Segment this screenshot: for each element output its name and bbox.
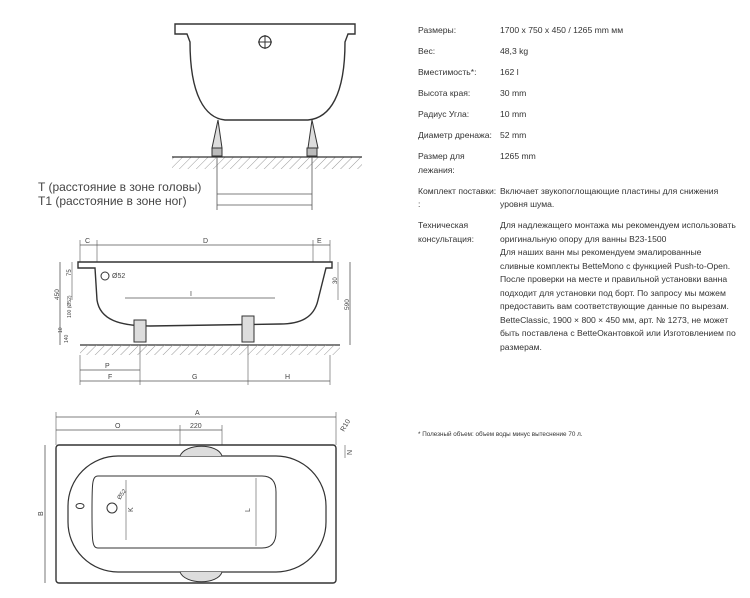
spec-key: Радиус Угла: [418, 109, 470, 119]
footnote: * Полезный объем: объем воды минус вытеснение 70 л. [418, 431, 583, 438]
spec-key: Высота края: [418, 88, 471, 98]
spec-value: 52 mm [500, 130, 527, 140]
dim-140: 140 [64, 334, 70, 343]
label-p: P [105, 363, 110, 370]
spec-key: Техническая консультация: [418, 220, 474, 244]
label-220: 220 [190, 423, 202, 430]
label-d: D [203, 238, 209, 245]
spec-key: Диаметр дренажа: [418, 130, 492, 140]
overflow-top [76, 504, 84, 509]
spec-value: 48,3 kg [500, 46, 529, 56]
label-t1: T1 (расстояние в зоне ног) [38, 194, 187, 208]
spec-value: 30 mm [500, 88, 527, 98]
spec-row-delivery [418, 185, 738, 212]
floor-hatch-2 [80, 345, 340, 355]
foot-left [134, 320, 146, 342]
floor-hatch [172, 157, 362, 169]
spec-key: Вместимость*: [418, 67, 477, 77]
label-l: L [245, 508, 252, 512]
overflow-circle-side [101, 272, 109, 280]
label-d52-side: Ø52 [112, 273, 126, 280]
handle-top [180, 446, 222, 456]
cross-section-view [38, 24, 362, 210]
spec-row-corner-radius [418, 108, 738, 122]
spec-key: Вес: [418, 46, 436, 56]
support-leg-right [308, 120, 318, 148]
spec-value: Для надлежащего монтажа мы рекомендуем использовать оригинальную опору для ванны B23-1500 Для наших ванн мы рекомендуем эмалированные сливные комплекты BetteMono с функцией Push-to-Open. После проверки на месте и правильной установки ванна подходит для установки под борт. По запросу мы можем предоставить вам соответствующие данные по вырезам. BetteClassic, 1900 × 800 × 450 мм, арт. № 1273, не может быть поставлена с BetteОкантовкой или Изготовлением по размерам. [500, 220, 736, 352]
tub-inner-top [68, 456, 326, 572]
handle-bottom [180, 572, 222, 582]
label-n: N [347, 449, 354, 455]
label-d52-top: Ø52 [116, 488, 129, 502]
spec-row-lying-length [418, 150, 738, 177]
dim-75: 75 [67, 269, 73, 276]
spec-row-weight [418, 45, 738, 59]
label-r10: R10 [339, 418, 353, 433]
dim-100: 100 (Ø52) [67, 295, 73, 318]
spec-key: Размеры: [418, 25, 457, 35]
spec-value: Включает звукопоглощающие пластины для снижения уровня шума. [500, 185, 719, 209]
spec-table [418, 24, 738, 362]
dim-450: 450 [54, 289, 61, 300]
label-o: O [115, 423, 121, 430]
dim-30: 30 [333, 277, 339, 284]
spec-value: 1265 mm [500, 151, 536, 161]
longitudinal-section-view [54, 238, 351, 385]
label-a: A [195, 410, 200, 417]
support-leg-left [212, 120, 222, 148]
spec-value: 1700 x 750 x 450 / 1265 mm мм [500, 25, 624, 35]
spec-key: Размер для лежания: [418, 151, 465, 175]
spec-row-rim-height [418, 87, 738, 101]
spec-row-capacity [418, 66, 738, 80]
spec-row-consultation [418, 219, 738, 354]
spec-value: 162 l [500, 67, 519, 77]
spec-value: 10 mm [500, 109, 527, 119]
label-e: E [317, 238, 322, 245]
label-h: H [285, 374, 291, 381]
tub-profile [78, 262, 332, 326]
drain-circle [107, 503, 117, 513]
label-t: T (расстояние в зоне головы) [38, 180, 202, 194]
label-f: F [108, 374, 113, 381]
label-g: G [192, 374, 198, 381]
foot-right [242, 316, 254, 342]
spec-row-drain-diameter [418, 129, 738, 143]
spec-key: Комплект поставки: : [418, 185, 497, 209]
label-c: C [85, 238, 91, 245]
dim-10: 10 [58, 327, 64, 333]
label-i: I [190, 291, 192, 298]
top-view [38, 410, 354, 583]
spec-row-size [418, 24, 738, 38]
label-b: B [38, 511, 45, 516]
label-k: K [128, 507, 135, 512]
tub-outline-top [56, 445, 336, 583]
dim-590: 590 [344, 299, 351, 310]
